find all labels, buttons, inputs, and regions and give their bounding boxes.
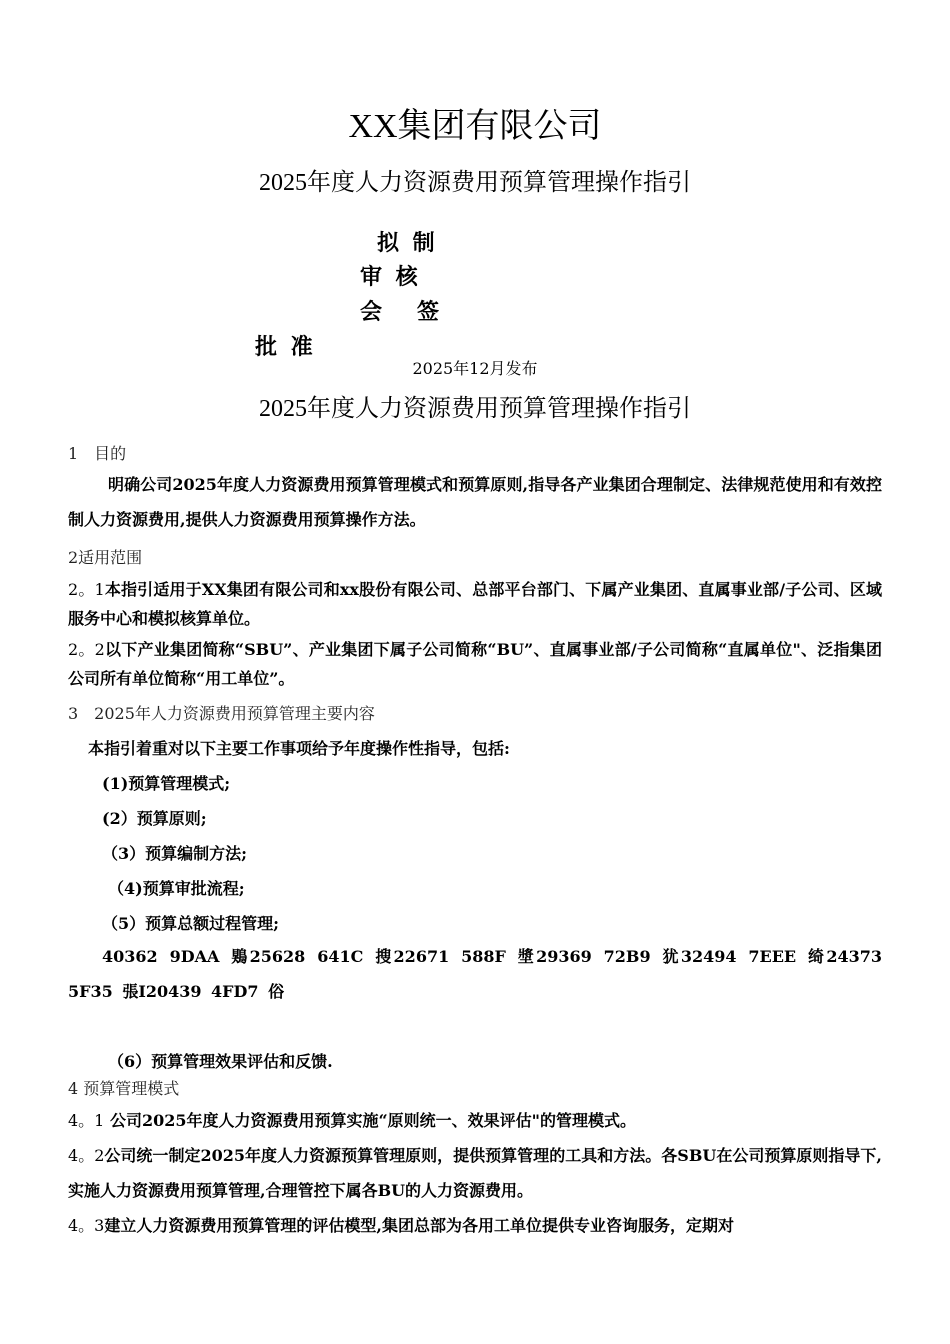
section-1-heading: 1 目的 <box>68 444 127 463</box>
section-2-2-number: 2。2 <box>68 640 105 659</box>
section-4-1-number: 4。1 <box>68 1111 105 1130</box>
publish-date: 2025年12月发布 <box>412 359 538 378</box>
signature-countersign: 会 签 <box>360 300 442 325</box>
signature-review: 审 核 <box>360 265 421 290</box>
section-4-2-paragraph <box>68 1138 882 1208</box>
section-3-item-2: (2）预算原则; <box>102 809 207 828</box>
section-4-heading: 4 预算管理模式 <box>68 1079 180 1098</box>
section-2-2-paragraph <box>68 635 882 693</box>
section-3-item-3: （3）预算编制方法; <box>102 844 248 863</box>
signature-approve: 批 准 <box>255 335 316 360</box>
document-title: 2025年度人力资源费用预算管理操作指引 <box>259 170 691 196</box>
company-name: XX集团有限公司 <box>348 108 602 145</box>
code-sequence-line: 40362 9DAA 鶪25628 641C 搜22671 588F 墏29369 72B9 犹32494 7EEE 绮24373 5F35 張I20439 4FD7 俗 <box>68 947 882 1001</box>
section-4-3-number: 4。3 <box>68 1216 105 1235</box>
section-2-1-paragraph <box>68 575 882 633</box>
section-4-3-text: 建立人力资源费用预算管理的评估模型,集团总部为各用工单位提供专业咨询服务，定期对 <box>104 1216 734 1235</box>
section-3-heading: 3 2025年人力资源费用预算管理主要内容 <box>68 704 375 723</box>
document-title-repeat: 2025年度人力资源费用预算管理操作指引 <box>259 396 691 422</box>
section-4-2-number: 4。2 <box>68 1146 105 1165</box>
section-3-item-6: （6）预算管理效果评估和反馈. <box>108 1052 333 1071</box>
section-3-item-4: （4)预算审批流程; <box>108 879 245 898</box>
section-3-intro: 本指引着重对以下主要工作事项给予年度操作性指导，包括: <box>88 739 510 758</box>
section-2-1-text: 本指引适用于XX集团有限公司和xx股份有限公司、总部平台部门、下属产业集团、直属事业部/子公司、区域服务中心和模拟核算单位。 <box>68 580 882 628</box>
section-1-paragraph: 明确公司2025年度人力资源费用预算管理模式和预算原则,指导各产业集团合理制定、法律规范使用和有效控制人力资源费用,提供人力资源费用预算操作方法。 <box>68 475 882 529</box>
section-2-2-text: 以下产业集团简称“SBU”、产业集团下属子公司简称“BU”、直属事业部/子公司简称“直属单位"、泛指集团公司所有单位简称“用工单位”。 <box>68 640 882 688</box>
section-4-3-paragraph <box>68 1213 734 1236</box>
section-3-item-5: （5）预算总额过程管理; <box>102 914 280 933</box>
signature-draft: 拟 制 <box>377 231 438 256</box>
section-3-item-1: (1)预算管理模式; <box>102 774 231 793</box>
section-4-1-paragraph <box>68 1108 636 1131</box>
section-2-1-number: 2。1 <box>68 580 105 599</box>
section-4-2-text: 公司统一制定2025年度人力资源预算管理原则，提供预算管理的工具和方法。各SBU在公司预算原则指导下,实施人力资源费用预算管理,合理管控下属各BU的人力资源费用。 <box>68 1146 882 1200</box>
section-4-1-text: 公司2025年度人力资源费用预算实施“原则统一、效果评估"的管理模式。 <box>104 1111 637 1130</box>
section-2-heading: 2适用范围 <box>68 548 143 567</box>
